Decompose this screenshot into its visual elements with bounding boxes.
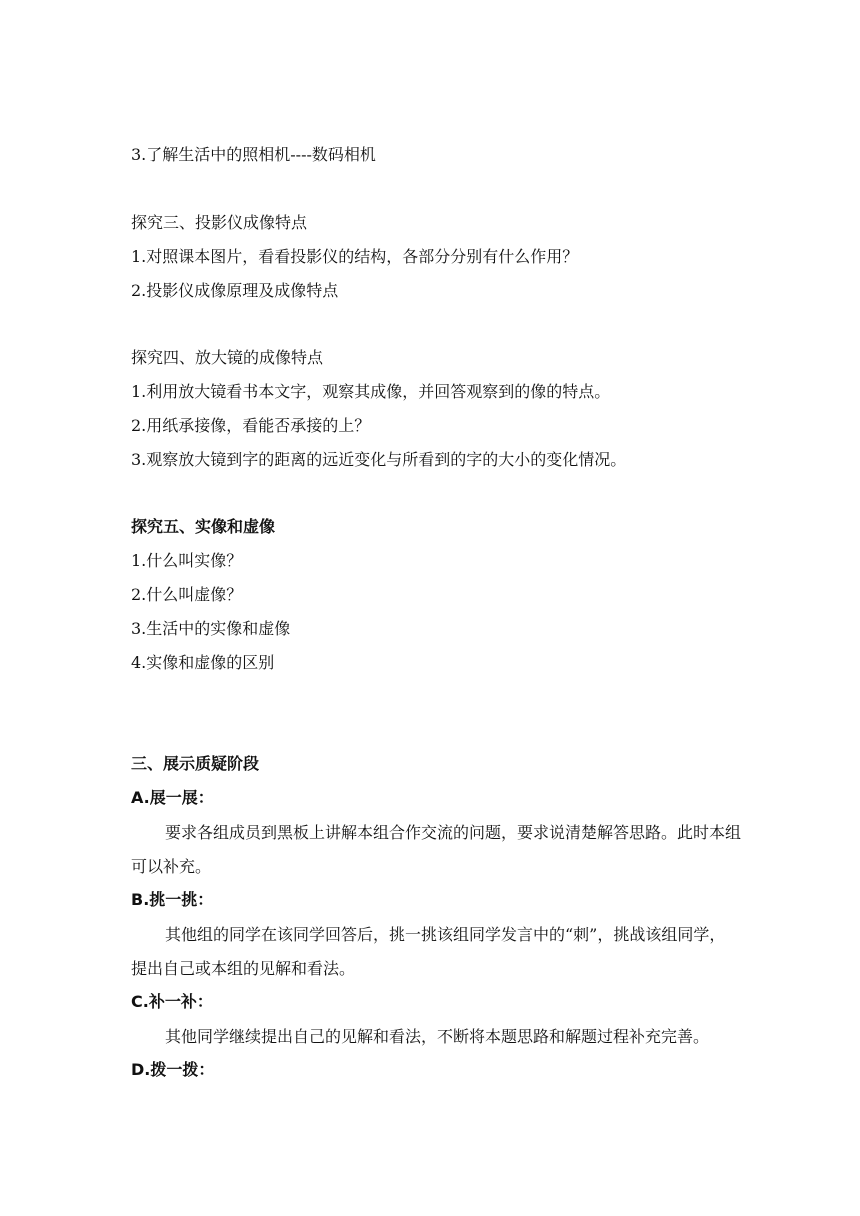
stage3-b-text: 其他组的同学在该同学回答后，挑一挑该组同学发言中的“刺”，挑战该组同学，提出自己或本组的见解和看法。 <box>131 925 726 978</box>
explore3-item-1: 1.对照课本图片，看看投影仪的结构，各部分分别有什么作用？ <box>131 247 579 266</box>
stage3-c-paragraph <box>131 1020 741 1054</box>
explore5-item-3: 3.生活中的实像和虚像 <box>131 619 291 638</box>
camera-item-3: 3.了解生活中的照相机----数码相机 <box>131 145 376 164</box>
stage3-a-text: 要求各组成员到黑板上讲解本组合作交流的问题，要求说清楚解答思路。此时本组可以补充。 <box>131 823 742 876</box>
explore4-item-2: 2.用纸承接像，看能否承接的上？ <box>131 416 371 435</box>
stage3-a-paragraph <box>131 816 741 884</box>
explore5-title: 探究五、实像和虚像 <box>131 517 276 536</box>
stage3-c-text: 其他同学继续提出自己的见解和看法，不断将本题思路和解题过程补充完善。 <box>165 1027 710 1046</box>
explore5-item-1: 1.什么叫实像？ <box>131 551 243 570</box>
stage3-d-label: D.拨一拨： <box>131 1060 215 1079</box>
stage3-b-label: B.挑一挑： <box>131 890 214 909</box>
stage3-b-paragraph <box>131 918 741 986</box>
stage3-title: 三、展示质疑阶段 <box>131 754 260 773</box>
explore3-item-2: 2.投影仪成像原理及成像特点 <box>131 281 339 300</box>
explore5-item-2: 2.什么叫虚像？ <box>131 585 243 604</box>
stage3-c-label: C.补一补： <box>131 992 213 1011</box>
explore5-item-4: 4.实像和虚像的区别 <box>131 653 275 672</box>
explore4-item-3: 3.观察放大镜到字的距离的远近变化与所看到的字的大小的变化情况。 <box>131 450 627 469</box>
stage3-a-label: A.展一展： <box>131 788 214 807</box>
explore4-title: 探究四、放大镜的成像特点 <box>131 348 324 367</box>
explore3-title: 探究三、投影仪成像特点 <box>131 213 308 232</box>
explore4-item-1: 1.利用放大镜看书本文字，观察其成像，并回答观察到的像的特点。 <box>131 382 611 401</box>
